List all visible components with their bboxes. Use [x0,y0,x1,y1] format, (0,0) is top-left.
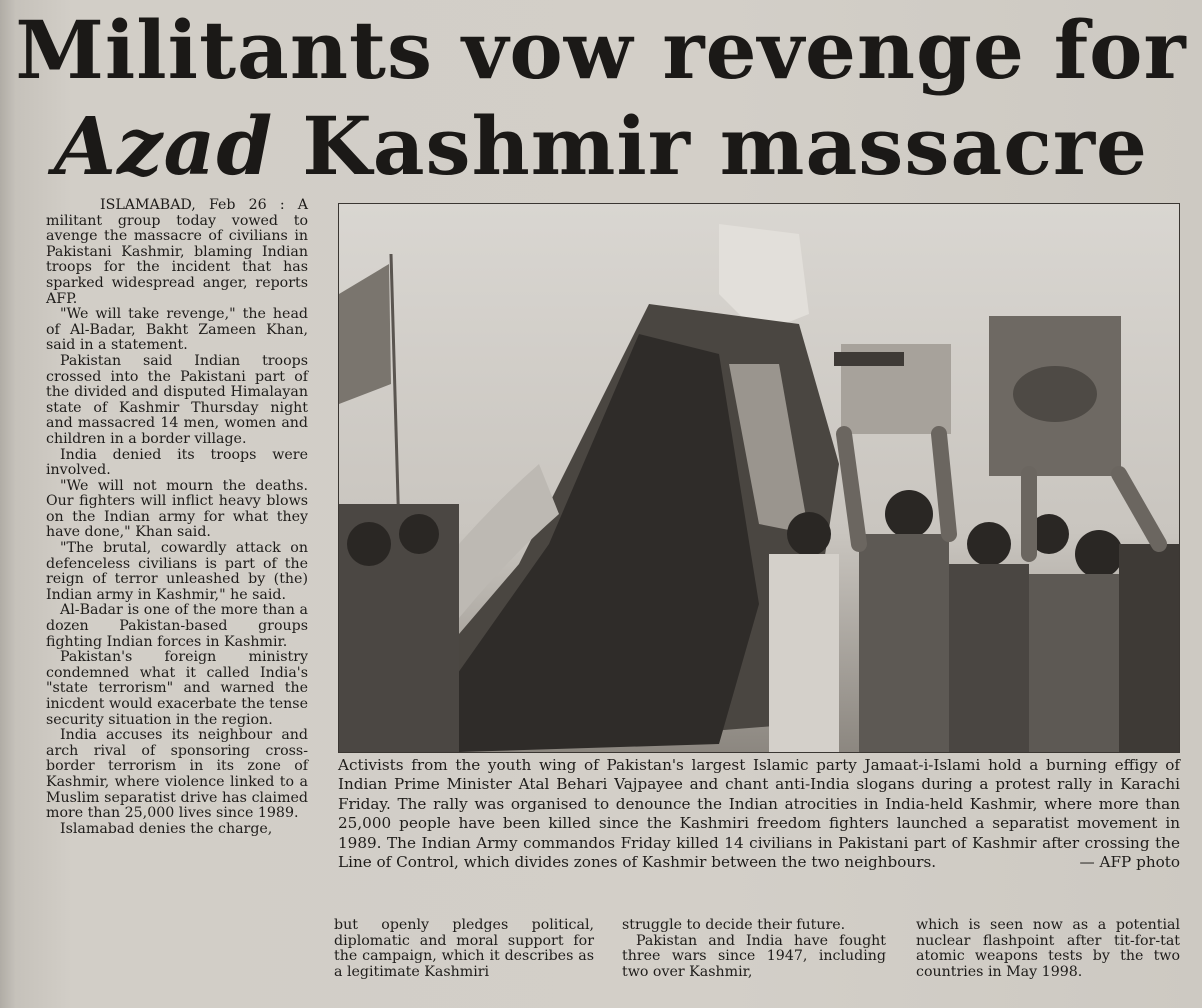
paragraph: Islamabad denies the charge, [60,820,273,837]
paragraph: ISLAMABAD, Feb 26 : A militant group today vowed to avenge the massacre of civilians in Pakistani Kashmir, blaming Indian troops for the incident that has sparked widespread anger, reports AFP. [46,197,308,307]
photo-illustration [339,204,1179,752]
paragraph: India denied its troops were involved. [46,446,308,479]
photo-caption [338,756,1180,872]
headline-line-1: Militants vow revenge for [15,3,1187,97]
headline-rest: Kashmir massacre [302,99,1148,193]
article-column-4 [916,918,1180,980]
paragraph: struggle to decide their future. [622,917,846,933]
paragraph: Pakistan and India have fought three wars since 1947, including two over Kashmir, [622,932,886,980]
paragraph: Pakistan's foreign ministry condemned what it called India's "state terrorism" and warned the inicdent would exacerbate the tense security situation in the region. [46,649,308,728]
headline-line-2 [0,100,1202,192]
protest-photo [338,203,1180,753]
photo-credit: — AFP photo [1079,853,1180,872]
headline-italic-word: Azad [54,99,274,193]
paragraph: which is seen now as a potential nuclear flashpoint after tit-for-tat atomic weapons tests by the two countries in May 1998. [916,917,1180,980]
caption-text: Activists from the youth wing of Pakistan's largest Islamic party Jamaat-i-Islami hold a burning effigy of Indian Prime Minister Atal Behari Vajpayee and chant anti-India slogans during a protest rally in Karachi Friday. The rally was organised to denounce the Indian atrocities in India-held Kashmir, where more than 25,000 people have been killed since the Kashmiri freedom fighters launched a separatist movement in 1989. The Indian Army commandos Friday killed 14 civilians in Pakistani part of Kashmir after crossing the Line of Control, which divides zones of Kashmir between the two neighbours. [338,756,1180,872]
paragraph: but openly pledges political, diplomatic and moral support for the campaign, which it describes as a legitimate Kashmiri [334,917,594,980]
paragraph: Pakistan said Indian troops crossed into the Pakistani part of the divided and disputed Himalayan state of Kashmir Thursday night and massacred 14 men, women and children in a border village. [46,352,308,447]
article-column-3 [622,918,886,980]
paragraph: India accuses its neighbour and arch rival of sponsoring cross-border terrorism in its zone of Kashmir, where violence linked to a Muslim separatist drive has claimed more than 25,000 lives since 1989. [46,727,308,822]
paragraph: "We will not mourn the deaths. Our fighters will inflict heavy blows on the Indian army for what they have done," Khan said. [46,477,308,541]
paragraph: Al-Badar is one of the more than a dozen Pakistan-based groups fighting Indian forces in Kashmir. [46,602,308,650]
article-column-1 [46,198,308,837]
paragraph: "We will take revenge," the head of Al-Badar, Bakht Zameen Khan, said in a statement. [46,306,308,354]
paragraph: "The brutal, cowardly attack on defenceless civilians is part of the reign of terror unleashed by (the) Indian army in Kashmir," he said. [46,540,308,603]
article-column-2 [334,918,594,980]
